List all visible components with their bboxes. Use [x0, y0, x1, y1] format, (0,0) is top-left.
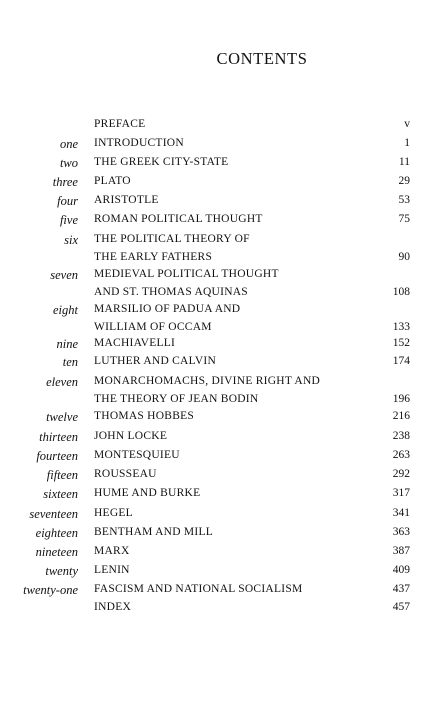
page-number: 238 — [392, 430, 410, 442]
chapter-number: twelve — [46, 410, 78, 424]
chapter-title — [94, 581, 376, 599]
page-number: 437 — [392, 583, 410, 595]
chapter-title — [94, 154, 376, 172]
chapter-title-line: HUME AND BURKE — [94, 487, 201, 499]
chapter-number: fourteen — [36, 449, 78, 463]
chapter-title — [94, 373, 376, 408]
chapter-number: one — [59, 137, 78, 151]
chapter-title — [94, 173, 376, 191]
page-number: 174 — [392, 355, 410, 367]
chapter-number: thirteen — [39, 430, 78, 444]
page-number: 152 — [392, 337, 410, 349]
chapter-title-line: MEDIEVAL POLITICAL THOUGHT — [94, 268, 279, 280]
chapter-title — [94, 192, 376, 210]
page-number: 363 — [392, 526, 410, 538]
chapter-title-line: LUTHER AND CALVIN — [94, 355, 217, 367]
page-number: 53 — [398, 194, 410, 206]
chapter-title — [94, 543, 376, 561]
chapter-title — [94, 562, 376, 580]
chapter-number: nine — [56, 337, 78, 351]
chapter-title-line: MONTESQUIEU — [94, 449, 180, 461]
page-number: 29 — [398, 175, 410, 187]
chapter-number: eighteen — [35, 526, 78, 540]
page-number: 11 — [398, 156, 410, 168]
chapter-title — [94, 135, 376, 153]
chapter-title — [94, 211, 376, 229]
chapter-title-line: INTRODUCTION — [94, 137, 184, 149]
page-number: 133 — [392, 320, 410, 333]
chapter-number: twenty — [45, 564, 78, 578]
chapter-number: three — [52, 175, 78, 189]
chapter-title — [94, 524, 376, 542]
chapter-title-line: ARISTOTLE — [94, 194, 159, 206]
chapter-title-line: THE EARLY FATHERS — [94, 250, 213, 263]
chapter-title — [94, 599, 376, 617]
chapter-number: eight — [53, 303, 78, 317]
chapter-title — [94, 447, 376, 465]
page-number: 196 — [392, 392, 410, 405]
chapter-number: seven — [50, 268, 78, 282]
chapter-number: nineteen — [35, 545, 78, 559]
page-number: 75 — [398, 213, 410, 225]
chapter-number: ten — [62, 355, 78, 369]
page-number: 341 — [392, 507, 410, 519]
chapter-number: fifteen — [46, 468, 78, 482]
chapter-title-line: THOMAS HOBBES — [94, 410, 195, 422]
chapter-number: twenty-one — [23, 583, 78, 597]
chapter-title-line: FASCISM AND NATIONAL SOCIALISM — [94, 583, 303, 595]
page-number: 457 — [392, 601, 410, 613]
page-number: 317 — [392, 487, 410, 499]
chapter-title — [94, 485, 376, 503]
chapter-number: seventeen — [29, 507, 78, 521]
chapter-title-line: BENTHAM AND MILL — [94, 526, 213, 538]
chapter-title — [94, 505, 376, 523]
chapter-title-line: WILLIAM OF OCCAM — [94, 320, 212, 333]
chapter-title-line: INDEX — [94, 601, 132, 613]
page-number: 263 — [392, 449, 410, 461]
chapter-title-line: HEGEL — [94, 507, 133, 519]
chapter-title-line: ROUSSEAU — [94, 468, 157, 480]
chapter-number: eleven — [46, 375, 78, 389]
page-number: 108 — [392, 285, 410, 298]
page-number: 409 — [392, 564, 410, 576]
page-number: 216 — [392, 410, 410, 422]
chapter-title — [94, 466, 376, 484]
chapter-title — [94, 231, 376, 266]
page-title: CONTENTS — [216, 49, 308, 68]
chapter-number: sixteen — [43, 487, 78, 501]
chapter-title-line: JOHN LOCKE — [94, 430, 168, 442]
chapter-title — [94, 335, 376, 353]
chapter-number: four — [57, 194, 78, 208]
chapter-number: two — [59, 156, 78, 170]
chapter-title-line: ROMAN POLITICAL THOUGHT — [94, 213, 263, 225]
chapter-title-line: AND ST. THOMAS AQUINAS — [94, 285, 248, 298]
chapter-title — [94, 428, 376, 446]
chapter-title-line: LENIN — [94, 564, 130, 576]
chapter-number: five — [59, 213, 78, 227]
page-number: 1 — [404, 137, 410, 149]
page-number: v — [404, 118, 410, 130]
chapter-number: six — [64, 233, 78, 247]
chapter-title-line: PLATO — [94, 175, 131, 187]
chapter-title-line: MARX — [94, 545, 130, 557]
chapter-title-line: THE GREEK CITY-STATE — [94, 156, 229, 168]
chapter-title-line: THE POLITICAL THEORY OF — [94, 233, 250, 245]
chapter-title-line: MACHIAVELLI — [94, 337, 176, 349]
page-number: 292 — [392, 468, 410, 480]
chapter-title — [94, 301, 376, 336]
chapter-title — [94, 116, 376, 134]
chapter-title-line: THE THEORY OF JEAN BODIN — [94, 392, 259, 405]
page-number: 90 — [398, 250, 410, 263]
chapter-title — [94, 408, 376, 426]
chapter-title-line: MONARCHOMACHS, DIVINE RIGHT AND — [94, 375, 321, 387]
chapter-title-line: MARSILIO OF PADUA AND — [94, 303, 241, 315]
chapter-title — [94, 353, 376, 371]
chapter-title — [94, 266, 376, 301]
chapter-title-line: PREFACE — [94, 118, 146, 130]
page-number: 387 — [392, 545, 410, 557]
